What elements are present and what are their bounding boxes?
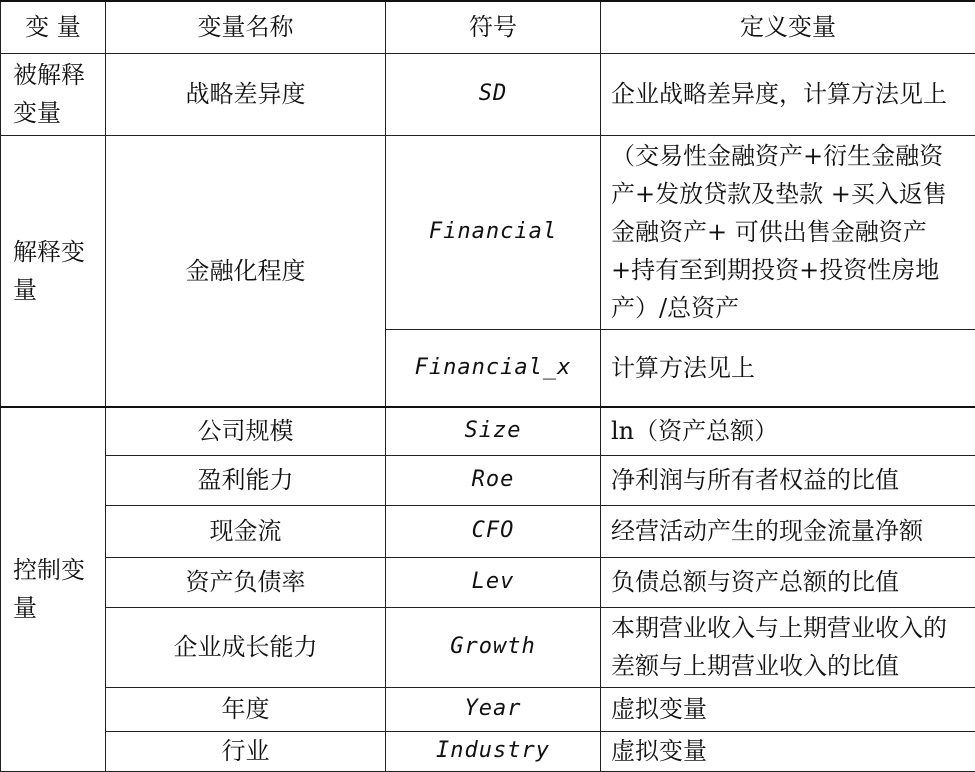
group-dependent: 被解释变量 [1,53,106,135]
variable-definition: 虚拟变量 [601,687,975,731]
variable-definition: 负债总额与资产总额的比值 [601,557,975,607]
group-explanatory: 解释变量 [1,135,106,407]
table-row [1,135,975,329]
variable-definition: 本期营业收入与上期营业收入的差额与上期营业收入的比值 [601,607,975,687]
table-row [1,505,975,557]
variable-name: 年度 [106,687,386,731]
variable-name: 企业成长能力 [106,607,386,687]
table-row [1,557,975,607]
variable-name: 资产负债率 [106,557,386,607]
variable-name: 金融化程度 [106,135,386,407]
variable-name: 战略差异度 [106,53,386,135]
variable-symbol: Financial [386,135,601,329]
variable-definition: 经营活动产生的现金流量净额 [601,505,975,557]
table-row [1,731,975,771]
table-row [1,407,975,455]
table-row [1,607,975,687]
header-definition: 定义变量 [601,1,975,53]
group-control: 控制变量 [1,407,106,771]
variable-definition: 净利润与所有者权益的比值 [601,455,975,505]
variable-definition: （交易性金融资产+衍生金融资产+发放贷款及垫款 +买入返售金融资产+ 可供出售金融资产+持有至到期投资+投资性房地产）/总资产 [601,135,975,329]
variable-name: 行业 [106,731,386,771]
table-row [1,687,975,731]
header-symbol: 符号 [386,1,601,53]
variable-symbol: Roe [386,455,601,505]
variable-symbol: SD [386,53,601,135]
variable-name: 公司规模 [106,407,386,455]
variable-definition: 企业战略差异度，计算方法见上 [601,53,975,135]
variable-symbol: Size [386,407,601,455]
variable-symbol: Lev [386,557,601,607]
table-row [1,455,975,505]
header-name: 变量名称 [106,1,386,53]
header-row [1,1,975,53]
variable-symbol: Financial_x [386,329,601,407]
variable-symbol: Industry [386,731,601,771]
variable-name: 盈利能力 [106,455,386,505]
variable-definition: 计算方法见上 [601,329,975,407]
variable-symbol: Year [386,687,601,731]
table-row [1,53,975,135]
variable-symbol: CFO [386,505,601,557]
variable-definition: 虚拟变量 [601,731,975,771]
header-category: 变 量 [1,1,106,53]
variable-symbol: Growth [386,607,601,687]
variable-name: 现金流 [106,505,386,557]
variable-definition: ln（资产总额） [601,407,975,455]
